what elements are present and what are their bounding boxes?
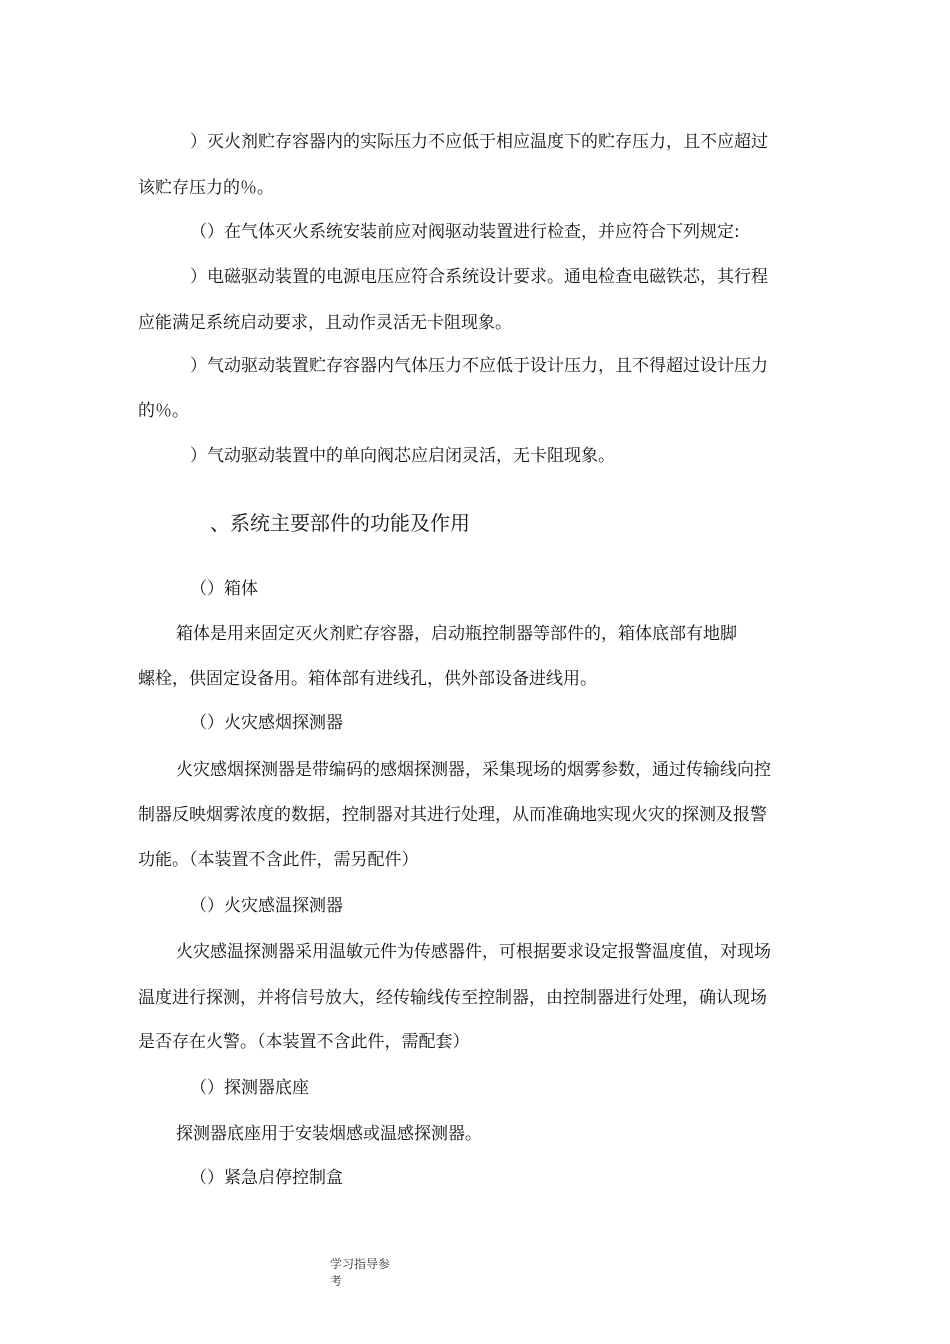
paragraph-line: 的％。: [138, 401, 189, 421]
paragraph-line: 螺栓，供固定设备用。箱体部有进线孔，供外部设备进线用。: [138, 669, 597, 689]
paragraph-line: 功能。（本装置不含此件，需另配件）: [138, 850, 419, 870]
paragraph-line: ）电磁驱动装置的电源电压应符合系统设计要求。通电检查电磁铁芯，其行程: [190, 267, 768, 287]
paragraph-line: ）灭火剂贮存容器内的实际压力不应低于相应温度下的贮存压力，且不应超过: [190, 132, 768, 152]
paragraph-line: ）气动驱动装置中的单向阀芯应启闭灵活，无卡阻现象。: [190, 446, 615, 466]
paragraph-line: （）在气体灭火系统安装前应对阀驱动装置进行检查，并应符合下列规定:: [190, 222, 740, 242]
subsection-title: （）箱体: [190, 579, 258, 599]
paragraph-line: 箱体是用来固定灭火剂贮存容器，启动瓶控制器等部件的，箱体底部有地脚: [176, 624, 737, 644]
paragraph-line: ）气动驱动装置贮存容器内气体压力不应低于设计压力，且不得超过设计压力: [190, 356, 768, 376]
subsection-title: （）火灾感烟探测器: [190, 713, 343, 733]
paragraph-line: 火灾感烟探测器是带编码的感烟探测器，采集现场的烟雾参数，通过传输线向控: [176, 760, 771, 780]
paragraph-line: 制器反映烟雾浓度的数据，控制器对其进行处理，从而准确地实现火灾的探测及报警: [138, 805, 767, 825]
footer-text: 学习指导参: [330, 1257, 391, 1271]
subsection-title: （）探测器底座: [190, 1078, 309, 1098]
section-heading: 、系统主要部件的功能及作用: [210, 511, 470, 535]
footer-text: 考: [330, 1274, 343, 1288]
paragraph-line: 探测器底座用于安装烟感或温感探测器。: [176, 1124, 482, 1144]
paragraph-line: 该贮存压力的％。: [138, 178, 274, 198]
subsection-title: （）紧急启停控制盒: [190, 1168, 343, 1188]
paragraph-line: 温度进行探测，并将信号放大，经传输线传至控制器，由控制器进行处理，确认现场: [138, 988, 767, 1008]
paragraph-line: 火灾感温探测器采用温敏元件为传感器件，可根据要求设定报警温度值，对现场: [176, 942, 771, 962]
subsection-title: （）火灾感温探测器: [190, 896, 343, 916]
paragraph-line: 应能满足系统启动要求，且动作灵活无卡阻现象。: [138, 313, 512, 333]
paragraph-line: 是否存在火警。（本装置不含此件，需配套）: [138, 1032, 470, 1052]
